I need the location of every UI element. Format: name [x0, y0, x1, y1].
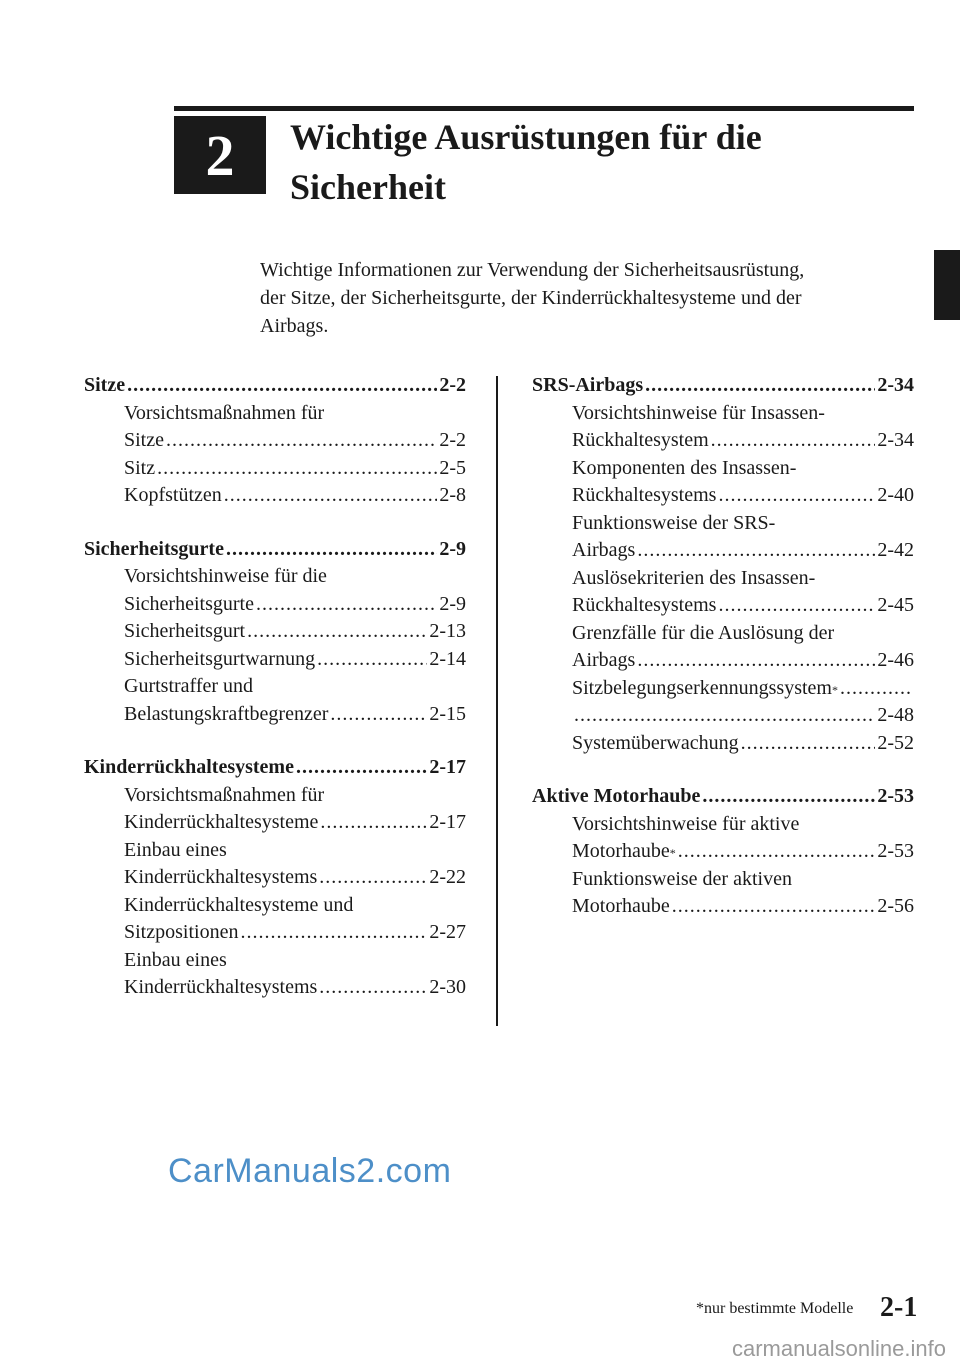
toc-section: [532, 372, 914, 757]
toc-entry-title: Systemüberwachung: [572, 731, 739, 754]
toc-section: [84, 754, 466, 1002]
dot-leader: [637, 537, 875, 565]
dot-leader: [718, 482, 875, 510]
dot-leader: [240, 919, 427, 947]
toc-entry[interactable]: [84, 618, 466, 646]
toc-entry[interactable]: [532, 592, 914, 620]
footnote: *nur bestimmte Modelle: [696, 1300, 854, 1317]
toc-page-number: 2-2: [439, 429, 466, 451]
toc-entry-title: Rückhaltesystem: [572, 429, 709, 451]
toc-page-number: 2-17: [429, 756, 466, 778]
toc-entry[interactable]: [84, 701, 466, 729]
toc-section-heading[interactable]: [84, 372, 466, 400]
toc-entry-line: [84, 673, 466, 701]
toc-entry-title: Airbags: [572, 539, 636, 561]
toc-entry-title-line: Vorsichtsmaßnahmen für: [124, 401, 325, 424]
toc-entry-title: Airbags: [572, 649, 636, 671]
toc-page-number: 2-2: [439, 374, 466, 396]
toc-page-number: 2-53: [877, 785, 914, 807]
toc-entry-title: Motorhaube: [572, 840, 670, 862]
toc-entry-line: [532, 811, 914, 839]
toc-right-column: [532, 372, 914, 947]
dot-leader: [672, 893, 876, 921]
dot-leader: [317, 646, 427, 674]
toc-page-number: 2-9: [439, 592, 466, 615]
column-divider: [496, 376, 498, 1026]
toc-entry[interactable]: [84, 919, 466, 947]
toc-page-number: 2-15: [429, 702, 466, 725]
toc-entry-title: Kinderrückhaltesysteme: [84, 756, 294, 778]
toc-entry-title: Sicherheitsgurte: [124, 592, 254, 615]
dot-leader: [226, 536, 437, 564]
toc-entry-line: [532, 866, 914, 894]
toc-page-number: 2-34: [877, 429, 914, 451]
toc-entry-title: Sicherheitsgurt: [124, 620, 246, 642]
toc-entry-title: Sitze: [84, 374, 126, 396]
toc-entry-title-line: Einbau eines: [124, 948, 227, 971]
dot-leader: [320, 809, 427, 837]
toc-entry[interactable]: [84, 482, 466, 510]
chapter-number-box: [174, 116, 266, 194]
dot-leader: [224, 482, 438, 510]
toc-entry-title-line: Komponenten des Insassen-: [572, 456, 797, 479]
dot-leader: [319, 864, 427, 892]
toc-entry-title-line: Vorsichtsmaßnahmen für: [124, 783, 325, 806]
toc-entry[interactable]: [84, 809, 466, 837]
toc-entry[interactable]: [532, 730, 914, 758]
dot-leader: [702, 783, 875, 811]
toc-entry-line: [84, 892, 466, 920]
toc-page-number: 2-27: [429, 921, 466, 943]
toc-page-number: 2-5: [439, 456, 466, 479]
toc-section-heading[interactable]: [84, 754, 466, 782]
dot-leader: [319, 974, 427, 1002]
toc-page-number: 2-13: [429, 620, 466, 642]
toc-entry-title-line: Einbau eines: [124, 838, 227, 861]
toc-entry-title: Aktive Motorhaube: [532, 785, 701, 807]
toc-page-number: 2-8: [439, 484, 466, 506]
toc-page-number: 2-40: [877, 484, 914, 506]
toc-entry-title: Kinderrückhaltesysteme: [124, 811, 319, 833]
toc-entry-title-line: Auslösekriterien des Insassen-: [572, 566, 816, 589]
toc-entry-title-line: Gurtstraffer und: [124, 675, 254, 697]
dot-leader: [711, 427, 876, 455]
toc-entry-line: Sitzbelegungserkennungssystem * .....: [532, 675, 914, 703]
toc-entry-title: Belastungskraftbegrenzer: [124, 702, 329, 725]
toc-entry-line: [84, 782, 466, 810]
toc-page-number: 2-53: [877, 840, 914, 862]
toc-entry-title: Sicherheitsgurtwarnung: [124, 647, 316, 670]
toc-entry-line: [84, 837, 466, 865]
toc-entry[interactable]: [84, 591, 466, 619]
toc-entry-title: Sitzbelegungserkennungssystem: [572, 676, 832, 699]
intro-line: Airbags.: [260, 315, 329, 337]
toc-entry[interactable]: [84, 455, 466, 483]
toc-entry-title: Kinderrückhaltesystems: [124, 866, 318, 888]
toc-entry-title-line: Vorsichtshinweise für die: [124, 565, 327, 587]
dot-leader: [157, 455, 437, 483]
toc-left-column: [84, 372, 466, 1028]
chapter-title: [290, 112, 890, 212]
toc-entry-line: [84, 400, 466, 428]
chapter-number: 2: [205, 122, 235, 188]
dot-leader: [330, 701, 427, 729]
dot-leader: [741, 730, 876, 758]
chapter-top-rule: [174, 106, 914, 111]
toc-entry-line: [532, 510, 914, 538]
toc-entry-title: Kopfstützen: [124, 484, 222, 506]
dot-leader: [247, 618, 427, 646]
toc-section: [84, 536, 466, 729]
toc-entry[interactable]: [84, 646, 466, 674]
toc-section: [84, 372, 466, 510]
dot-leader: [645, 372, 875, 400]
toc-page-number: 2-9: [439, 537, 466, 560]
toc-entry[interactable]: [84, 864, 466, 892]
toc-entry-title-line: Grenzfälle für die Auslösung der: [572, 621, 835, 644]
toc-entry-line: [84, 947, 466, 975]
chapter-title-line: Sicherheit: [290, 167, 446, 207]
chapter-title-line: Wichtige Ausrüstungen für die: [290, 117, 762, 157]
toc-section-heading[interactable]: [84, 536, 466, 564]
toc-entry[interactable]: [532, 893, 914, 921]
toc-entry-line: [532, 620, 914, 648]
toc-page-number: 2-34: [877, 374, 914, 396]
toc-page-number: 2-17: [429, 811, 466, 833]
toc-page-number: 2-42: [877, 539, 914, 561]
toc-entry[interactable]: [532, 702, 914, 730]
toc-entry-title-line: Funktionsweise der SRS-: [572, 511, 776, 534]
toc-entry[interactable]: [532, 482, 914, 510]
toc-entry-title: Rückhaltesystems: [572, 484, 717, 506]
toc-entry-title-line: Funktionsweise der aktiven: [572, 867, 792, 890]
toc-page-number: 2-22: [429, 866, 466, 888]
dot-leader: [574, 702, 875, 730]
toc-entry-title: Kinderrückhaltesystems: [124, 976, 318, 998]
carmanuals-watermark: CarManuals2.com: [168, 1152, 452, 1190]
toc-page-number: 2-14: [429, 647, 466, 670]
toc-entry-line: [532, 455, 914, 483]
dot-leader: [127, 372, 437, 400]
toc-entry[interactable]: [84, 427, 466, 455]
dot-leader: [296, 754, 427, 782]
dot-leader: [840, 675, 912, 703]
toc-entry-title-line: Vorsichtshinweise für aktive: [572, 812, 800, 835]
toc-section-heading[interactable]: [532, 783, 914, 811]
toc-entry-line: [532, 565, 914, 593]
intro-line: der Sitze, der Sicherheitsgurte, der Kinderrückhaltesysteme und der: [260, 287, 802, 309]
toc-entry-title: Rückhaltesystems: [572, 594, 717, 616]
page-number: 2-1: [880, 1292, 918, 1323]
toc-entry-title-line: Vorsichtshinweise für Insassen-: [572, 401, 825, 424]
toc-entry-title: Sitzpositionen: [124, 921, 239, 943]
toc-page-number: 2-56: [877, 895, 914, 917]
toc-page-number: 2-30: [429, 976, 466, 998]
chapter-intro: [260, 256, 900, 340]
toc-page-number: 2-45: [877, 594, 914, 616]
toc-entry-title-line: Kinderrückhaltesysteme und: [124, 893, 354, 916]
toc-entry-title: Motorhaube: [572, 895, 670, 917]
dot-leader: [166, 427, 437, 455]
toc-page-number: 2-52: [877, 731, 914, 754]
dot-leader: [718, 592, 875, 620]
toc-entry-title: Sitz: [124, 456, 156, 479]
toc-entry[interactable]: [84, 974, 466, 1002]
dot-leader: [637, 647, 875, 675]
chapter-side-tab: [934, 250, 960, 320]
toc-entry[interactable]: Motorhaube * ..... 2-53: [532, 838, 914, 866]
toc-entry-line: [532, 400, 914, 428]
bottom-watermark: carmanualsonline.info: [731, 1336, 946, 1361]
dot-leader: [678, 838, 876, 866]
toc-entry[interactable]: [532, 537, 914, 565]
toc-entry-title: Sicherheitsgurte: [84, 537, 224, 560]
toc-section-heading[interactable]: [532, 372, 914, 400]
toc-entry-line: [84, 563, 466, 591]
dot-leader: [256, 591, 437, 619]
intro-line: Wichtige Informationen zur Verwendung der Sicherheitsausrüstung,: [260, 259, 805, 281]
toc-section: [532, 783, 914, 921]
toc-page-number: 2-46: [877, 649, 914, 671]
toc-page-number: 2-48: [877, 704, 914, 726]
toc-entry[interactable]: [532, 647, 914, 675]
toc-entry-title: Sitze: [124, 429, 164, 451]
toc-entry[interactable]: [532, 427, 914, 455]
toc-entry-title: SRS-Airbags: [532, 374, 644, 396]
